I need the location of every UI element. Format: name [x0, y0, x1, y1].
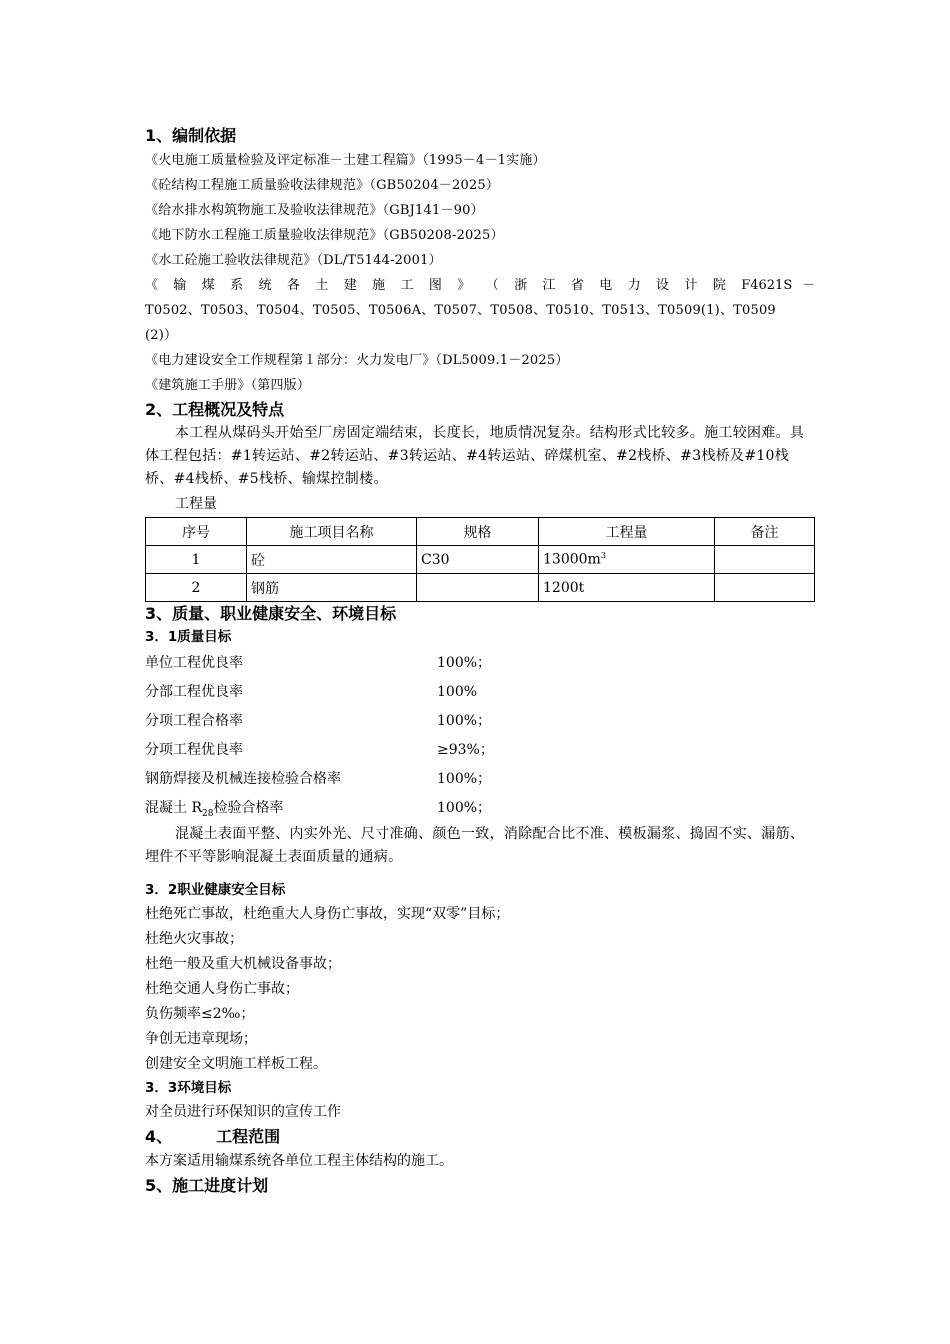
target-row: [145, 765, 815, 794]
surface-quality-paragraph: 混凝土表面平整、内实外光、尺寸准确、颜色一致，消除配合比不准、模板漏浆、捣固不实、漏筋、埋件不平等影响混凝土表面质量的通病。: [145, 826, 805, 865]
section-1-title: 1、编制依据: [145, 126, 237, 145]
safety-targets: [145, 902, 815, 1077]
reference-item: 《砼结构工程施工质量验收法律规范》（GB50204－2025）: [145, 178, 500, 193]
quality-targets: [145, 649, 815, 823]
document-page: [145, 124, 815, 1198]
reference-item: 《电力建设安全工作规程第１部分：火力发电厂》（DL5009.1－2025）: [145, 353, 569, 368]
table-cell-spec: [417, 574, 539, 602]
qty-value: 13000m: [543, 551, 601, 568]
table-header-cell: 施工项目名称: [247, 518, 417, 546]
section-4-number: 4、: [145, 1127, 173, 1146]
reference-item: 《水工砼施工验收法律规范》（DL/T5144-2001）: [145, 253, 442, 268]
reference-item-drawings-line1: 《 输 煤 系 统 各 土 建 施 工 图 》 （ 浙 江 省 电 力 设 计 院 F4621S －: [145, 278, 815, 293]
table-cell-note: [715, 574, 815, 602]
section-2-title: 2、工程概况及特点: [145, 400, 285, 419]
environment-target: 对全员进行环保知识的宣传工作: [145, 1104, 341, 1120]
target-label: [145, 794, 437, 823]
target-value: 100%；: [437, 713, 492, 729]
concrete-label-prefix: 混凝土 R: [145, 800, 202, 816]
table-row: [146, 546, 815, 574]
target-row: [145, 794, 815, 823]
target-value: ≥93%；: [437, 742, 494, 758]
reference-item-drawings-line2: T0502、T0503、T0504、T0505、T0506A、T0507、T0508、T0510、T0513、T0509(1)、T0509: [145, 303, 776, 318]
target-label: 单位工程优良率: [145, 655, 243, 671]
reference-item: 《地下防水工程施工质量验收法律规范》（GB50208-2025）: [145, 228, 504, 243]
table-cell-name: 砼: [247, 546, 417, 574]
table-caption: 工程量: [175, 496, 217, 512]
safety-item: 杜绝死亡事故，杜绝重大人身伤亡事故，实现“双零”目标；: [145, 906, 510, 922]
target-value: 100%: [437, 684, 478, 700]
target-label: 分部工程优良率: [145, 684, 243, 700]
safety-item: 争创无违章现场；: [145, 1031, 257, 1047]
target-value: 100%；: [437, 771, 492, 787]
scope-text: 本方案适用输煤系统各单位工程主体结构的施工。: [145, 1153, 453, 1169]
subsection-3-2-title: 3．2职业健康安全目标: [145, 882, 286, 898]
table-header-cell: 序号: [146, 518, 247, 546]
table-row: [146, 574, 815, 602]
target-label: 分项工程合格率: [145, 713, 243, 729]
section-4-heading: 工程范围: [216, 1127, 281, 1146]
table-cell-name: 钢筋: [247, 574, 417, 602]
table-header-row: [146, 518, 815, 546]
subsection-3-1-title: 3．1质量目标: [145, 629, 232, 645]
reference-item: 《火电施工质量检验及评定标准－土建工程篇》（1995－4－1实施）: [145, 153, 546, 168]
reference-item-drawings-line3: (2)）: [145, 328, 178, 343]
target-row: [145, 707, 815, 736]
subsection-3-3-title: 3．3环境目标: [145, 1080, 232, 1096]
reference-item: 《建筑施工手册》（第四版）: [145, 378, 311, 393]
target-row: [145, 649, 815, 678]
table-cell-spec: C30: [417, 546, 539, 574]
reference-list: [145, 148, 815, 398]
table-cell-no: 2: [146, 574, 247, 602]
table-header-cell: 规格: [417, 518, 539, 546]
concrete-label-suffix: 检验合格率: [213, 800, 284, 816]
safety-item: 杜绝交通人身伤亡事故；: [145, 981, 299, 997]
target-label: 分项工程优良率: [145, 742, 243, 758]
concrete-label-subscript: 28: [202, 808, 214, 819]
reference-item: 《给水排水构筑物施工及验收法律规范》（GBJ141－90）: [145, 203, 484, 218]
target-value: 100%；: [437, 655, 492, 671]
safety-item: 负伤频率≤2‰；: [145, 1006, 255, 1022]
target-row: [145, 736, 815, 765]
section-4-title: [145, 1125, 815, 1149]
safety-item: 创建安全文明施工样板工程。: [145, 1056, 327, 1072]
section-3-title: 3、质量、职业健康安全、环境目标: [145, 604, 397, 623]
table-cell-note: [715, 546, 815, 574]
qty-unit-superscript: 3: [600, 551, 606, 561]
target-label: 钢筋焊接及机械连接检验合格率: [145, 771, 341, 787]
quantity-table: [145, 517, 815, 602]
safety-item: 杜绝火灾事故；: [145, 931, 243, 947]
table-cell-qty: 1200t: [539, 574, 715, 602]
table-header-cell: 备注: [715, 518, 815, 546]
target-value: 100%；: [437, 800, 492, 816]
overview-paragraph: 本工程从煤码头开始至厂房固定端结束，长度长，地质情况复杂。结构形式比较多。施工较困难。具体工程包括：#1转运站、#2转运站、#3转运站、#4转运站、碎煤机室、#2栈桥、#3栈桥及#10栈桥、#4栈桥、#5栈桥、输煤控制楼。: [145, 425, 805, 487]
table-cell-no: 1: [146, 546, 247, 574]
section-5-title: 5、施工进度计划: [145, 1176, 269, 1195]
safety-item: 杜绝一般及重大机械设备事故；: [145, 956, 341, 972]
table-header-cell: 工程量: [539, 518, 715, 546]
table-cell-qty: [539, 546, 715, 574]
target-row: [145, 678, 815, 707]
